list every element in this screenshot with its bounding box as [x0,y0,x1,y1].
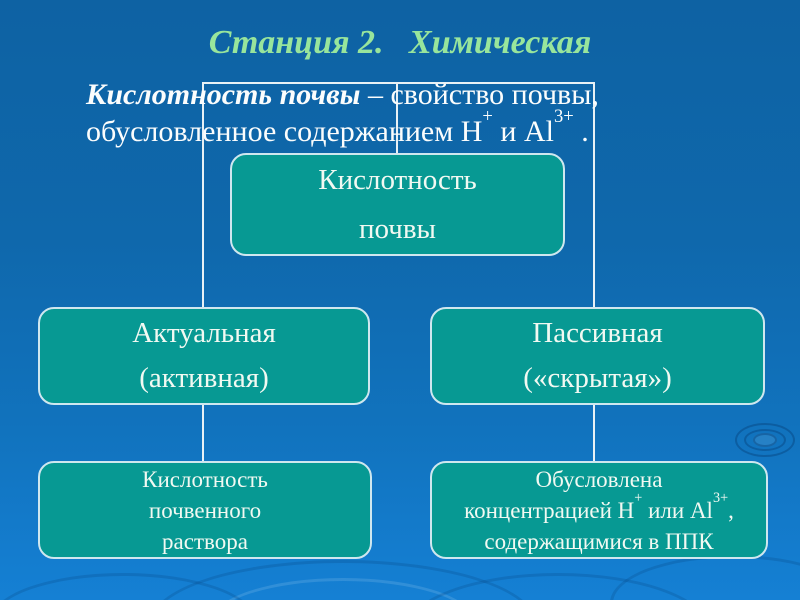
definition-line-1 [86,76,726,113]
al-3plus-superscript: 3+ [553,105,574,127]
definition-text [86,76,726,150]
definition-line-2: обусловленное содержанием Н+ и $Al^{3+}$ . [86,105,589,148]
h-plus-superscript: + [634,490,643,507]
h-plus-superscript: + [482,105,493,127]
connector-right-vertical-bottom [593,404,595,462]
al-3plus-superscript: 3+ [712,490,729,507]
node-ppk-concentration: Обусловлена концентрацией Н+ или $Al^{3+}$, содержащимися в ППК [430,461,768,559]
water-ripple-icon [753,433,777,447]
node-passive-acidity: Пассивная («скрытая») [430,307,765,405]
node-actual-acidity: Актуальная (активная) [38,307,370,405]
definition-rest: – свойство почвы, [360,78,599,111]
definition-term: Кислотность почвы [86,78,361,111]
node-soil-solution-acidity: Кислотность почвенного раствора [38,461,372,559]
water-ripple-decoration [610,555,800,600]
node-soil-acidity: Кислотность почвы [230,153,565,256]
connector-left-vertical-bottom [202,404,204,462]
slide-title: Станция 2. Химическая [208,24,592,61]
